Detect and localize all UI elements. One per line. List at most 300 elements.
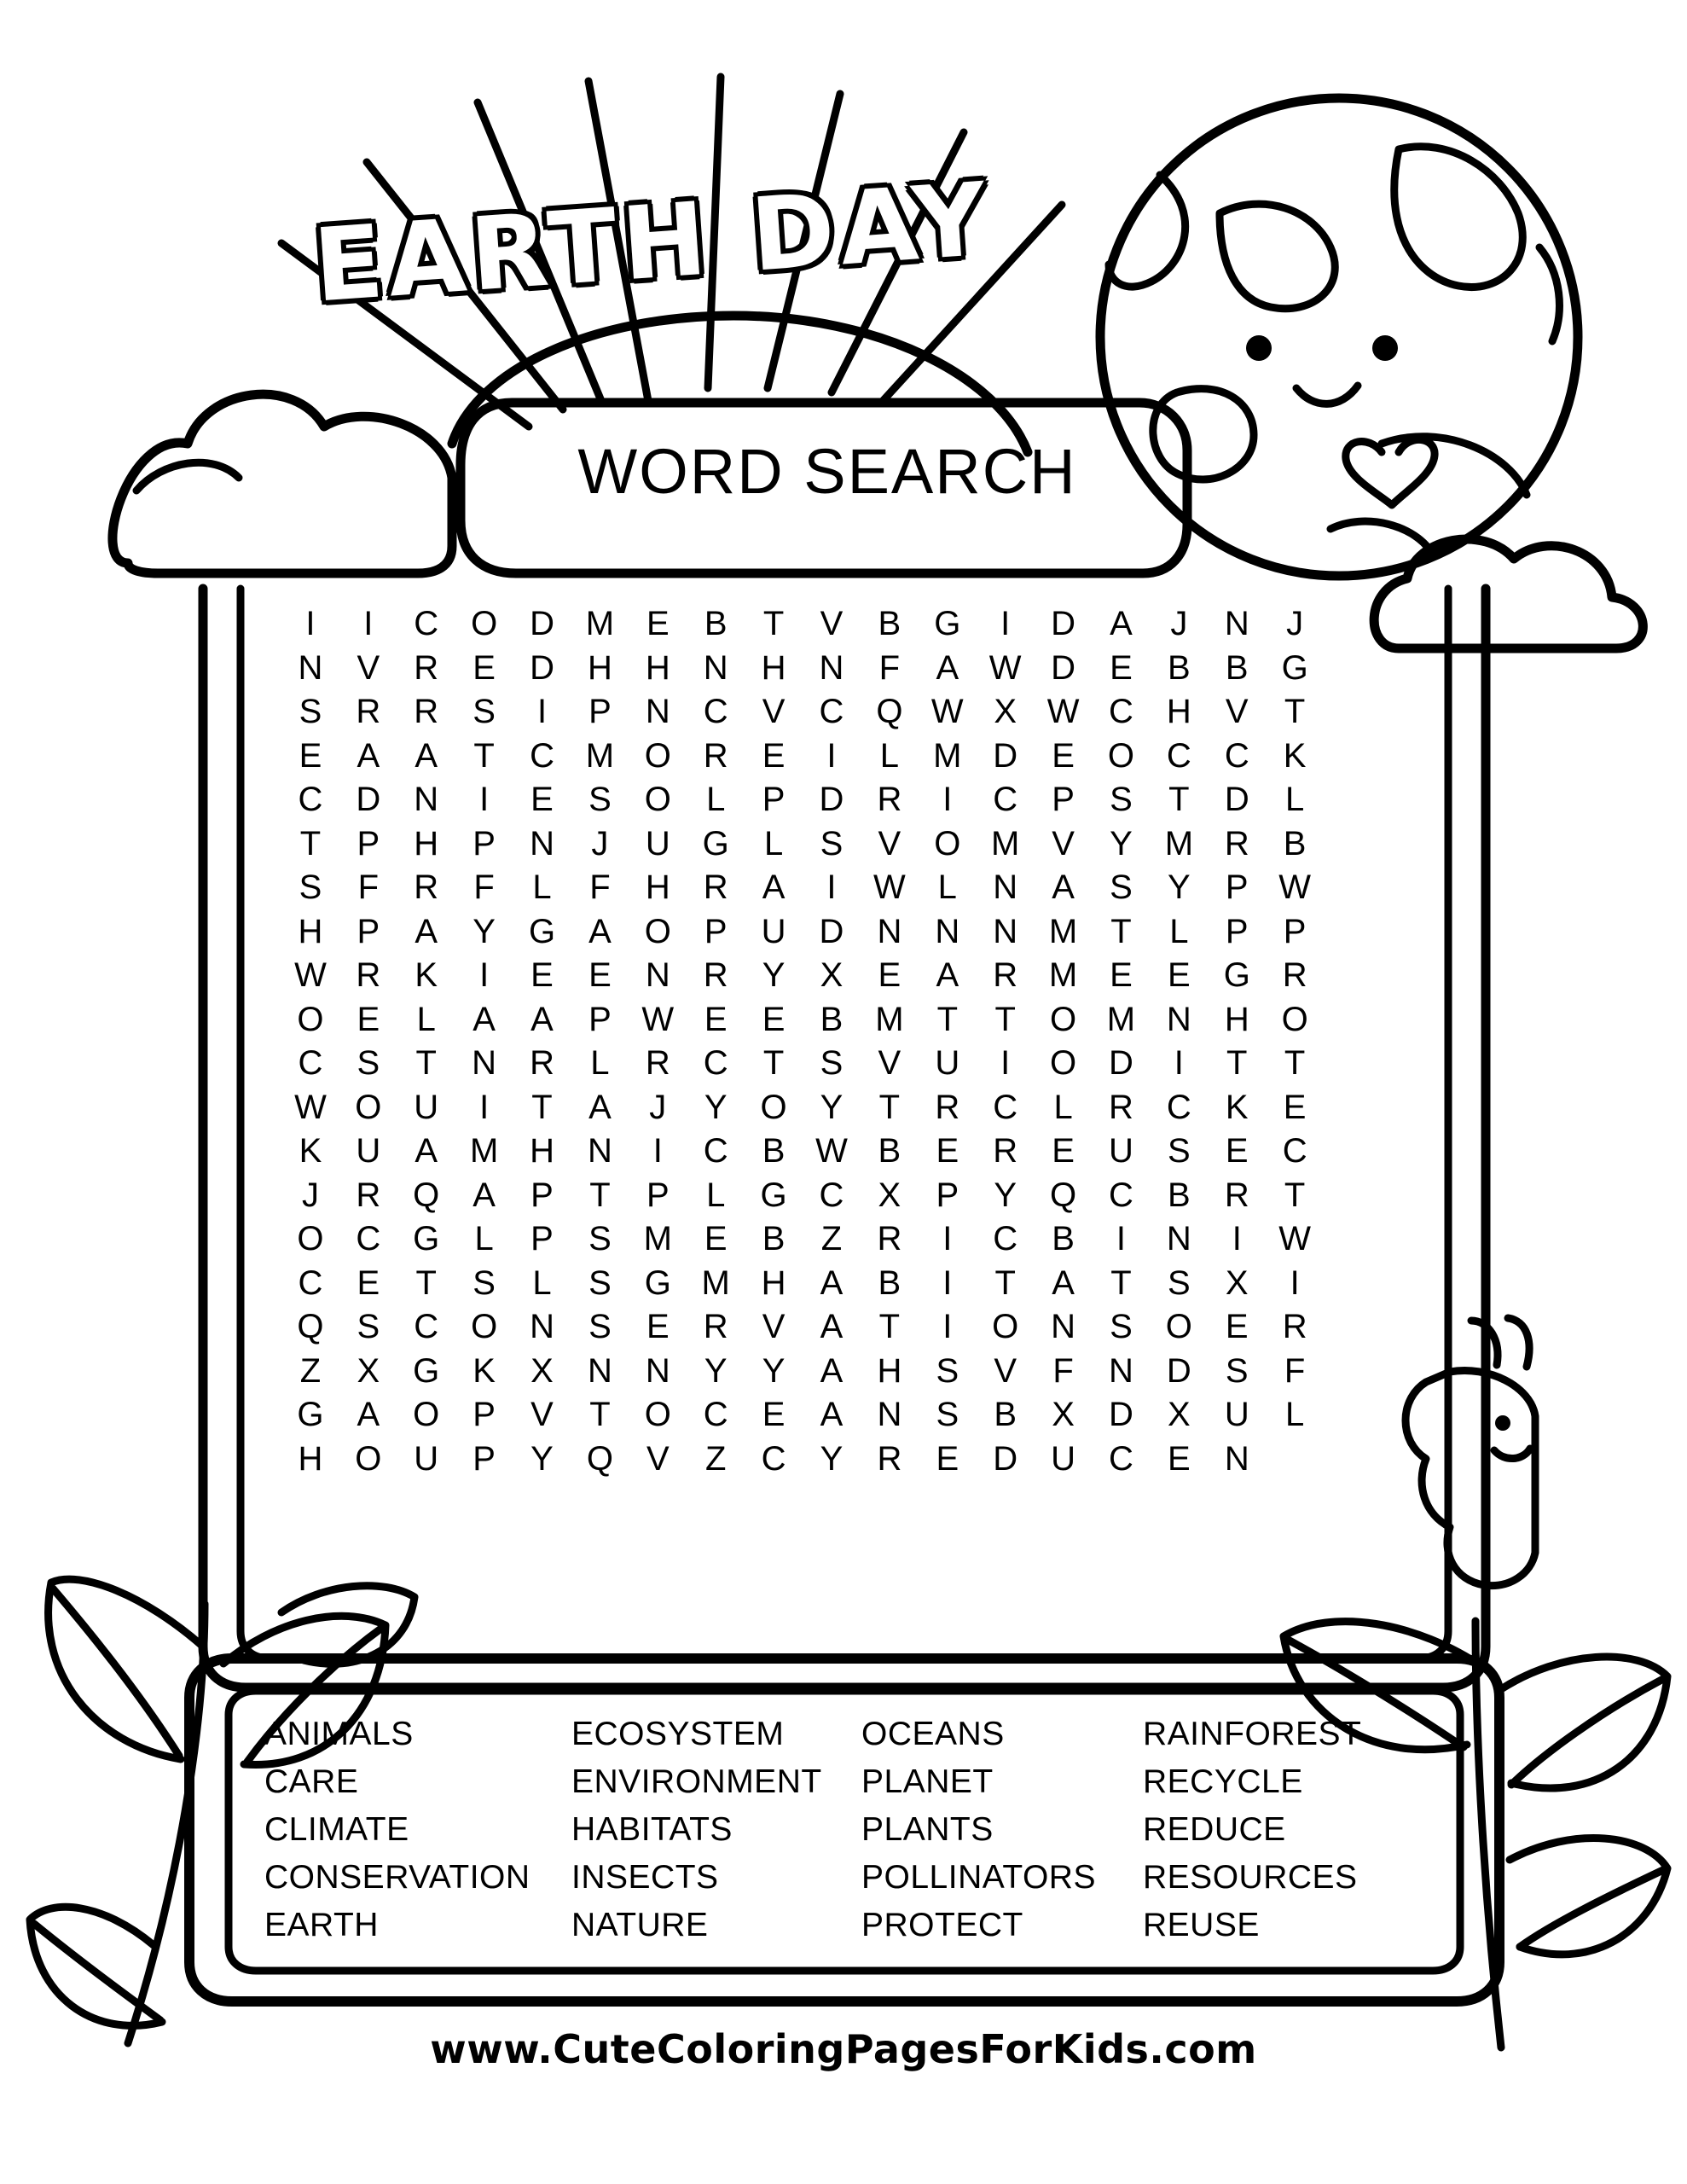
grid-cell: J: [1170, 605, 1188, 642]
grid-cell: [1324, 1174, 1382, 1218]
grid-cell: [1324, 690, 1382, 735]
grid-cell: [1324, 1130, 1382, 1174]
grid-cell: K: [472, 1351, 496, 1390]
grid-cell: V: [1225, 693, 1249, 730]
grid-cell: [1324, 1086, 1382, 1130]
grid-cell: P: [530, 1220, 554, 1258]
grid-cell: C: [298, 1044, 323, 1082]
word-item: CLIMATE: [264, 1811, 409, 1848]
grid-cell: N: [1224, 605, 1249, 642]
grid-cell: P: [646, 1176, 670, 1214]
grid-cell: H: [761, 648, 786, 687]
grid-cell: E: [878, 956, 901, 994]
grid-cell: C: [1282, 1132, 1307, 1170]
word-item: RECYCLE: [1143, 1763, 1303, 1800]
grid-cell: S: [820, 824, 844, 863]
grid-cell: I: [305, 605, 316, 642]
grid-cell: A: [820, 1308, 844, 1345]
grid-cell: W: [815, 1132, 848, 1170]
grid-cell: Y: [530, 1439, 554, 1478]
grid-cell: S: [357, 1044, 380, 1082]
word-item: ENVIRONMENT: [571, 1763, 822, 1800]
grid-cell: G: [413, 1220, 440, 1258]
grid-cell: M: [701, 1263, 730, 1302]
grid-cell: M: [1048, 912, 1078, 950]
grid-cell: R: [414, 693, 439, 730]
grid-cell: L: [706, 781, 726, 818]
grid-cell: D: [819, 781, 844, 818]
grid-cell: U: [414, 1439, 439, 1478]
grid-cell: O: [1165, 1308, 1192, 1345]
word-item: EARTH: [264, 1907, 379, 1943]
grid-cell: N: [993, 868, 1018, 906]
grid-cell: D: [1109, 1396, 1133, 1433]
grid-cell: E: [530, 956, 554, 994]
grid-cell: G: [297, 1396, 324, 1433]
grid-cell: E: [704, 1000, 728, 1038]
grid-cell: J: [1286, 605, 1304, 642]
grid-cell: O: [1050, 1044, 1077, 1082]
grid-cell: T: [762, 1044, 785, 1082]
grid-cell: [1324, 822, 1382, 867]
grid-cell: B: [1168, 1176, 1191, 1214]
grid-cell: P: [472, 1439, 496, 1478]
grid-cell: X: [1225, 1263, 1249, 1302]
grid-cell: L: [532, 868, 552, 906]
grid-cell: G: [702, 824, 729, 863]
word-list-column-1: [264, 1711, 571, 1949]
grid-cell: G: [1223, 956, 1250, 994]
grid-cell: N: [935, 912, 960, 950]
grid-cell: R: [356, 1176, 381, 1214]
grid-cell: N: [587, 1132, 612, 1170]
grid-cell: N: [414, 781, 439, 818]
grid-cell: A: [415, 1132, 438, 1170]
grid-cell: Y: [1168, 868, 1191, 906]
grid-cell: Y: [1110, 824, 1133, 863]
grid-cell: [1324, 1305, 1382, 1350]
grid-cell: S: [472, 693, 496, 730]
grid-cell: C: [761, 1439, 786, 1478]
grid-cell: [1324, 998, 1382, 1043]
grid-cell: O: [471, 605, 498, 642]
grid-cell: [1324, 778, 1382, 822]
grid-cell: O: [471, 1308, 498, 1345]
grid-cell: F: [357, 868, 380, 906]
grid-cell: U: [935, 1044, 960, 1082]
grid-cell: M: [643, 1220, 672, 1258]
grid-cell: O: [297, 1000, 324, 1038]
grid-cell: B: [762, 1132, 786, 1170]
grid-cell: [1324, 1042, 1382, 1086]
grid-cell: E: [646, 1308, 670, 1345]
grid-cell: B: [878, 605, 901, 642]
grid-cell: L: [590, 1044, 610, 1082]
grid-cell: T: [1110, 1263, 1132, 1302]
grid-cell: T: [878, 1088, 901, 1126]
grid-cell: A: [1110, 605, 1133, 642]
grid-cell: I: [363, 605, 374, 642]
grid-cell: B: [994, 1396, 1017, 1433]
grid-cell: R: [703, 956, 728, 994]
grid-cell: L: [1169, 912, 1189, 950]
grid-cell: F: [1284, 1351, 1306, 1390]
grid-cell: Z: [299, 1351, 322, 1390]
grid-cell: E: [1168, 956, 1191, 994]
grid-cell: X: [994, 693, 1017, 730]
grid-cell: D: [1109, 1044, 1133, 1082]
grid-cell: M: [1106, 1000, 1136, 1038]
grid-cell: Y: [704, 1088, 728, 1126]
grid-cell: I: [942, 1263, 953, 1302]
grid-cell: T: [1226, 1044, 1248, 1082]
word-item: REUSE: [1143, 1907, 1260, 1943]
grid-cell: I: [1174, 1044, 1184, 1082]
grid-cell: E: [646, 605, 670, 642]
grid-cell: Y: [820, 1439, 844, 1478]
word-list-column-3: [861, 1711, 1143, 1949]
grid-cell: P: [588, 693, 612, 730]
grid-cell: H: [414, 824, 439, 863]
grid-cell: L: [879, 736, 899, 775]
grid-cell: A: [357, 736, 380, 775]
grid-cell: A: [820, 1396, 844, 1433]
grid-cell: V: [646, 1439, 670, 1478]
grid-cell: S: [299, 693, 322, 730]
grid-cell: R: [877, 781, 902, 818]
grid-cell: N: [819, 648, 844, 687]
grid-cell: T: [994, 1263, 1016, 1302]
grid-cell: U: [356, 1132, 381, 1170]
grid-cell: D: [1051, 605, 1076, 642]
grid-cell: E: [762, 1000, 786, 1038]
grid-cell: M: [875, 1000, 904, 1038]
grid-cell: D: [1166, 1351, 1191, 1390]
word-item: ANIMALS: [264, 1716, 414, 1752]
grid-cell: V: [878, 824, 901, 863]
grid-cell: W: [1046, 693, 1080, 730]
grid-cell: C: [1166, 1088, 1191, 1126]
grid-cell: O: [1281, 1000, 1308, 1038]
grid-cell: T: [415, 1263, 437, 1302]
grid-cell: E: [530, 781, 554, 818]
grid-cell: I: [479, 781, 490, 818]
grid-cell: S: [1168, 1132, 1191, 1170]
grid-cell: V: [762, 1308, 786, 1345]
grid-cell: P: [936, 1176, 959, 1214]
grid-cell: C: [703, 1044, 728, 1082]
grid-cell: N: [530, 824, 554, 863]
grid-cell: G: [528, 912, 556, 950]
grid-cell: N: [472, 1044, 497, 1082]
cloud-right-icon: [1374, 539, 1643, 648]
grid-cell: C: [1166, 736, 1191, 775]
grid-cell: R: [993, 956, 1018, 994]
grid-cell: G: [413, 1351, 440, 1390]
grid-cell: V: [820, 605, 844, 642]
grid-cell: Y: [994, 1176, 1017, 1214]
grid-cell: E: [936, 1132, 959, 1170]
grid-cell: E: [1225, 1308, 1249, 1345]
grid-cell: X: [530, 1351, 554, 1390]
grid-cell: E: [704, 1220, 728, 1258]
grid-cell: U: [1224, 1396, 1249, 1433]
grid-cell: L: [1285, 1396, 1305, 1433]
grid-cell: C: [1109, 693, 1133, 730]
grid-cell: R: [1224, 1176, 1249, 1214]
grid-cell: I: [942, 1308, 953, 1345]
grid-cell: R: [645, 1044, 670, 1082]
ground-leaf-icon: [281, 1586, 415, 1664]
grid-cell: H: [298, 912, 323, 950]
grid-cell: R: [993, 1132, 1018, 1170]
grid-cell: C: [703, 1132, 728, 1170]
grid-cell: U: [645, 824, 670, 863]
grid-cell: C: [298, 781, 323, 818]
grid-cell: R: [935, 1088, 960, 1126]
grid-cell: T: [1110, 912, 1132, 950]
grid-cell: E: [299, 736, 322, 775]
grid-cell: H: [761, 1263, 786, 1302]
grid-cell: R: [877, 1439, 902, 1478]
grid-cell: N: [587, 1351, 612, 1390]
grid-cell: W: [294, 1088, 327, 1126]
grid-cell: S: [936, 1396, 959, 1433]
grid-cell: [1324, 866, 1382, 910]
grid-cell: F: [589, 868, 611, 906]
grid-cell: H: [530, 1132, 554, 1170]
grid-cell: [1324, 910, 1382, 955]
grid-cell: O: [644, 736, 671, 775]
grid-cell: H: [877, 1351, 902, 1390]
grid-cell: N: [993, 912, 1018, 950]
grid-cell: O: [297, 1220, 324, 1258]
grid-cell: B: [820, 1000, 844, 1038]
grid-cell: R: [530, 1044, 554, 1082]
grid-cell: E: [357, 1000, 380, 1038]
grid-cell: G: [760, 1176, 787, 1214]
grid-cell: R: [356, 956, 381, 994]
word-list-column-2: [571, 1711, 861, 1949]
grid-cell: P: [1052, 781, 1075, 818]
grid-cell: [1324, 1217, 1382, 1262]
grid-cell: J: [301, 1176, 319, 1214]
grid-cell: C: [356, 1220, 381, 1258]
grid-cell: A: [588, 912, 612, 950]
grid-cell: C: [819, 693, 844, 730]
grid-cell: I: [479, 956, 490, 994]
grid-cell: E: [1110, 648, 1133, 687]
grid-cell: V: [762, 693, 786, 730]
grid-cell: R: [356, 693, 381, 730]
grid-cell: Q: [1050, 1176, 1077, 1214]
grid-cell: N: [1051, 1308, 1076, 1345]
grid-cell: L: [1053, 1088, 1073, 1126]
grid-cell: A: [1052, 1263, 1075, 1302]
grid-cell: Q: [413, 1176, 440, 1214]
grid-cell: A: [820, 1263, 844, 1302]
grid-cell: A: [357, 1396, 380, 1433]
grid-cell: I: [1000, 605, 1011, 642]
grid-cell: X: [878, 1176, 901, 1214]
grid-cell: [1324, 1438, 1382, 1482]
grid-cell: [1324, 1262, 1382, 1306]
grid-cell: Y: [762, 956, 786, 994]
grid-cell: L: [474, 1220, 494, 1258]
grid-cell: I: [826, 868, 837, 906]
grid-cell: P: [530, 1176, 554, 1214]
grid-cell: [1324, 1350, 1382, 1394]
grid-cell: S: [820, 1044, 844, 1082]
grid-cell: N: [877, 912, 902, 950]
grid-cell: L: [763, 824, 784, 863]
grid-cell: E: [1168, 1439, 1191, 1478]
grid-cell: M: [1164, 824, 1194, 863]
grid-cell: T: [878, 1308, 901, 1345]
grid-cell: B: [1168, 648, 1191, 687]
grid-cell: R: [703, 736, 728, 775]
grid-cell: E: [762, 1396, 786, 1433]
grid-cell: M: [991, 824, 1020, 863]
grid-cell: [1266, 1438, 1324, 1482]
grid-cell: I: [536, 693, 548, 730]
grid-cell: [1324, 602, 1382, 647]
grid-cell: N: [645, 693, 670, 730]
grid-cell: W: [988, 648, 1022, 687]
grid-cell: B: [1052, 1220, 1075, 1258]
grid-cell: L: [706, 1176, 726, 1214]
word-list-column-4: [1143, 1711, 1424, 1949]
grid-cell: R: [703, 1308, 728, 1345]
grid-cell: V: [878, 1044, 901, 1082]
grid-cell: T: [994, 1000, 1016, 1038]
grid-cell: [1324, 647, 1382, 691]
grid-cell: P: [357, 912, 380, 950]
grid-cell: R: [1282, 956, 1307, 994]
grid-cell: V: [1052, 824, 1075, 863]
grid-cell: R: [1282, 1308, 1307, 1345]
grid-cell: T: [936, 1000, 958, 1038]
word-list: [264, 1711, 1424, 1949]
grid-cell: M: [469, 1132, 499, 1170]
grid-cell: E: [588, 956, 612, 994]
grid-cell: R: [877, 1220, 902, 1258]
grid-cell: W: [1278, 868, 1312, 906]
grid-cell: K: [1225, 1088, 1249, 1126]
grid-cell: X: [820, 956, 844, 994]
grid-cell: J: [591, 824, 609, 863]
grid-cell: I: [1232, 1220, 1242, 1258]
grid-cell: T: [1284, 693, 1306, 730]
grid-cell: P: [1225, 912, 1249, 950]
grid-cell: P: [762, 781, 786, 818]
grid-cell: C: [414, 605, 439, 642]
grid-cell: V: [530, 1396, 554, 1433]
grid-cell: C: [703, 693, 728, 730]
grid-cell: C: [298, 1263, 323, 1302]
grid-cell: E: [472, 648, 496, 687]
grid-cell: Y: [472, 912, 496, 950]
grid-cell: S: [936, 1351, 959, 1390]
grid-cell: S: [1110, 1308, 1133, 1345]
grid-cell: X: [1052, 1396, 1075, 1433]
grid-cell: C: [1109, 1176, 1133, 1214]
grid-cell: S: [1225, 1351, 1249, 1390]
grid-cell: R: [414, 868, 439, 906]
grid-cell: L: [1285, 781, 1305, 818]
word-item: REDUCE: [1143, 1811, 1286, 1848]
grid-cell: C: [993, 1088, 1018, 1126]
grid-cell: I: [826, 736, 837, 775]
grid-cell: W: [641, 1000, 675, 1038]
grid-cell: A: [762, 868, 786, 906]
grid-cell: O: [644, 912, 671, 950]
grid-cell: P: [472, 1396, 496, 1433]
grid-cell: P: [472, 824, 496, 863]
grid-cell: Q: [586, 1439, 613, 1478]
grid-cell: O: [413, 1396, 440, 1433]
grid-cell: I: [1290, 1263, 1300, 1302]
word-item: RESOURCES: [1143, 1859, 1358, 1896]
grid-cell: C: [703, 1396, 728, 1433]
grid-cell: [1324, 1393, 1382, 1438]
grid-cell: U: [1051, 1439, 1076, 1478]
grid-cell: F: [1052, 1351, 1074, 1390]
grid-cell: I: [479, 1088, 490, 1126]
grid-cell: P: [704, 912, 728, 950]
grid-cell: B: [878, 1263, 901, 1302]
grid-cell: U: [761, 912, 786, 950]
grid-cell: C: [1109, 1439, 1133, 1478]
grid-cell: A: [472, 1176, 496, 1214]
grid-cell: S: [1110, 868, 1133, 906]
grid-cell: A: [415, 912, 438, 950]
grid-cell: W: [930, 693, 964, 730]
grid-cell: D: [1051, 648, 1076, 687]
grid-cell: E: [1110, 956, 1133, 994]
grid-cell: B: [878, 1132, 901, 1170]
grid-cell: O: [644, 781, 671, 818]
grid-cell: H: [645, 868, 670, 906]
grid-cell: N: [877, 1396, 902, 1433]
word-search-grid: [281, 602, 1382, 1481]
grid-cell: S: [472, 1263, 496, 1302]
grid-cell: T: [415, 1044, 437, 1082]
grid-cell: K: [1283, 736, 1307, 775]
grid-cell: E: [357, 1263, 380, 1302]
grid-cell: G: [644, 1263, 671, 1302]
grid-cell: E: [1052, 1132, 1075, 1170]
grid-cell: T: [531, 1088, 553, 1126]
word-item: CARE: [264, 1763, 359, 1800]
grid-cell: W: [294, 956, 327, 994]
grid-cell: S: [299, 868, 322, 906]
page-subtitle: WORD SEARCH: [577, 436, 1077, 507]
grid-cell: Y: [762, 1351, 786, 1390]
grid-cell: T: [1168, 781, 1190, 818]
grid-cell: E: [1283, 1088, 1307, 1126]
grid-cell: W: [873, 868, 906, 906]
grid-cell: A: [415, 736, 438, 775]
grid-cell: S: [357, 1308, 380, 1345]
grid-cell: R: [703, 868, 728, 906]
footer-url: www.CuteColoringPagesForKids.com: [430, 2026, 1257, 2072]
grid-cell: A: [588, 1088, 612, 1126]
grid-cell: S: [1168, 1263, 1191, 1302]
grid-cell: C: [414, 1308, 439, 1345]
grid-cell: B: [762, 1220, 786, 1258]
grid-cell: X: [1168, 1396, 1191, 1433]
